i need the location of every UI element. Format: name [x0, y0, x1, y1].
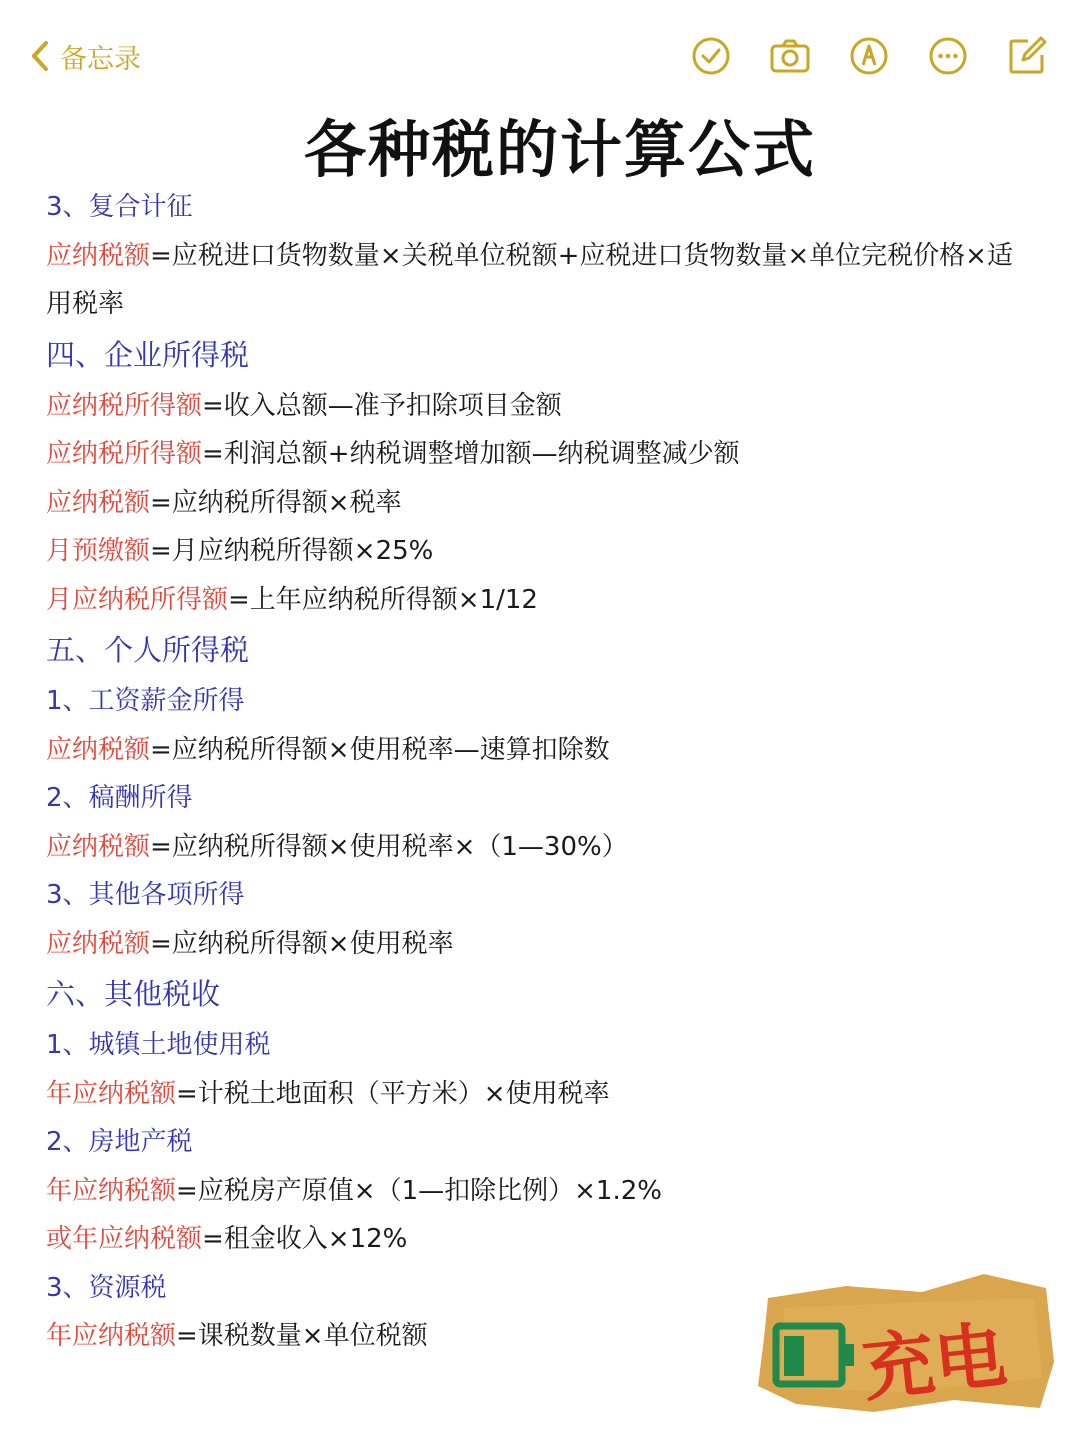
formula-expression: =租金收入×12%: [202, 1224, 408, 1254]
formula-expression: =上年应纳税所得额×1/12: [228, 584, 538, 615]
subsection-heading: 3、资源税: [46, 1272, 167, 1303]
compose-icon: [1006, 35, 1048, 77]
chevron-left-icon: [28, 39, 54, 73]
formula-term: 应纳税所得额: [46, 439, 203, 469]
formula-expression: =收入总额—准予扣除项目金额: [202, 390, 562, 421]
chongdian-logo: [754, 1268, 1058, 1418]
formula-term: 年应纳税额: [46, 1175, 177, 1206]
camera-icon: [769, 35, 811, 77]
markup-button[interactable]: [846, 33, 892, 79]
subsection-heading: 3、其他各项所得: [46, 880, 245, 910]
note-title: 各种税的计算公式: [303, 113, 816, 186]
formula-expression: =应纳税所得额×使用税率—速算扣除数: [150, 734, 610, 765]
formula-term: 应纳税额: [46, 831, 151, 862]
formula-expression: =课税数量×单位税额: [176, 1321, 428, 1351]
section-heading: 四、企业所得税: [46, 337, 250, 372]
formula-expression: =应税进口货物数量×关税单位税额+应税进口货物数量×单位完税价格×适用税率: [46, 240, 1013, 319]
note-content[interactable]: [46, 183, 1036, 1361]
checklist-button[interactable]: [688, 33, 734, 79]
formula-expression: =应税房产原值×（1—扣除比例）×1.2%: [176, 1175, 662, 1206]
formula-term: 应纳税额: [46, 928, 151, 959]
subsection-heading: 2、房地产税: [46, 1127, 193, 1157]
formula-line: [46, 1070, 1036, 1119]
camera-button[interactable]: [767, 33, 813, 79]
more-button[interactable]: [925, 33, 971, 79]
formula-term: 年应纳税额: [46, 1321, 177, 1351]
formula-term: 年应纳税额: [46, 1078, 177, 1109]
formula-line: [46, 479, 1036, 528]
section-heading: 六、其他税收: [46, 977, 221, 1011]
formula-term: 应纳税额: [46, 734, 151, 765]
back-label: 备忘录: [60, 43, 141, 75]
navigation-bar: [0, 0, 1080, 110]
formula-expression: =应纳税所得额×税率: [150, 487, 402, 518]
formula-line: [46, 823, 1036, 872]
back-button[interactable]: [28, 34, 141, 78]
formula-expression: =月应纳税所得额×25%: [150, 536, 434, 566]
formula-expression: =应纳税所得额×使用税率×（1—30%）: [150, 831, 628, 862]
formula-term: 月预缴额: [46, 536, 151, 566]
formula-line: [46, 1167, 1036, 1216]
formula-term: 应纳税所得额: [46, 390, 203, 421]
formula-line: [46, 920, 1036, 969]
formula-line: [46, 726, 1036, 775]
formula-line: [46, 430, 1036, 479]
formula-term: 月应纳税所得额: [46, 584, 229, 615]
formula-term: 应纳税额: [46, 487, 151, 518]
subsection-heading: 1、工资薪金所得: [46, 686, 245, 716]
logo-text: 充电: [858, 1312, 1011, 1412]
section-heading: 五、个人所得税: [46, 633, 250, 667]
formula-term: 或年应纳税额: [46, 1224, 203, 1254]
formula-line: [46, 1215, 1036, 1264]
markup-icon: [848, 35, 890, 77]
more-icon: [927, 35, 969, 77]
formula-line: [46, 232, 1036, 329]
subsection-heading: 3、复合计征: [46, 192, 193, 222]
compose-button[interactable]: [1004, 33, 1050, 79]
formula-line: [46, 576, 1036, 625]
formula-expression: =利润总额+纳税调整增加额—纳税调整减少额: [202, 439, 740, 469]
formula-expression: =应纳税所得额×使用税率: [150, 928, 454, 959]
subsection-heading: 1、城镇土地使用税: [46, 1030, 271, 1060]
checklist-icon: [690, 35, 732, 77]
subsection-heading: 2、稿酬所得: [46, 783, 193, 813]
formula-expression: =计税土地面积（平方米）×使用税率: [176, 1078, 610, 1109]
note-toolbar: [655, 33, 1050, 79]
formula-line: [46, 382, 1036, 431]
formula-line: [46, 527, 1036, 576]
formula-term: 应纳税额: [46, 240, 151, 271]
